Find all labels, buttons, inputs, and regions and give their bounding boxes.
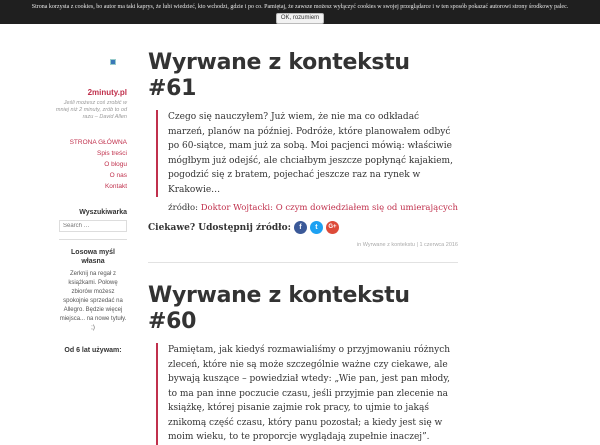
post-title[interactable]: Wyrwane z kontekstu #61 [148,50,410,101]
site-logo[interactable] [52,24,127,78]
post-date[interactable]: 1 czerwca 2016 [419,242,458,248]
facebook-icon[interactable]: f [294,221,307,234]
search-title: Wyszukiwarka [79,209,127,216]
search-input[interactable] [59,220,127,232]
years-using-title: Od 6 lat używam: [64,347,122,354]
main-nav [52,137,127,192]
twitter-icon[interactable]: t [310,221,323,234]
meta-separator: | [416,242,420,248]
post-meta [148,242,458,248]
main-content [148,24,458,445]
nav-item-contact[interactable]: Kontakt [104,183,127,190]
site-name[interactable]: 2minuty.pl [87,88,127,97]
meta-prefix: in [356,242,362,248]
random-thought-text: Zerknij na regał z książkami. Połowę zbiorów możesz spokojnie sprzedać na Allegro. Będzie więcej miejsca... na nowe tytuły. ;) [59,271,127,331]
sidebar [52,24,127,354]
share-label: Ciekawe? Udostępnij źródło: [148,222,291,233]
post [148,24,458,263]
cookie-accept-button[interactable]: OK, rozumiem [276,13,324,24]
post-category-link[interactable]: Wyrwane z kontekstu [362,242,415,248]
sidebar-divider [59,239,127,240]
post-source [148,203,458,213]
post-title[interactable]: Wyrwane z kontekstu #60 [148,283,410,334]
post [148,263,458,445]
google-plus-icon[interactable]: G+ [326,221,339,234]
nav-item-about-blog[interactable]: O blogu [104,161,127,168]
nav-item-toc[interactable]: Spis treści [97,150,127,157]
nav-item-about-us[interactable]: O nas [109,172,127,179]
source-link[interactable]: Doktor Wojtacki: O czym dowiedziałem się od umierających [200,203,458,213]
share-row [148,221,458,234]
source-label: źródło: [168,203,199,213]
post-quote: Czego się nauczyłem? Już wiem, że nie ma co odkładać marzeń, planów na później. Podróże, które planowałem odbyć po 60-siątce, mam już za sobą. Moi pacjenci mówią: właściwie mógłbym już odejść, ale chciałbym jeszcze popłynąć kajakiem, pogodzić się z bratem, pojechać jeszcze raz na rynek w Krakowie… [156,110,458,197]
cookie-bar [0,0,600,24]
site-tagline: Jeśli możesz coś zrobić w mniej niż 2 minuty, zrób to od razu – David Allen [55,100,127,120]
avatar [110,59,116,65]
post-quote: Pamiętam, jak kiedyś rozmawialiśmy o przyjmowaniu różnych zleceń, które nie są może szczególnie ważne czy ciekawe, ale bywają kuszące – powiedział wtedy: „Wie pan, jest pan młody, to ma pan inne poczucie czasu, jeśli przyjmie pan zlecenie na książkę, której pisanie zajmie rok pracy, to ujmie to jakąś znikomą część czasu, który panu pozostał; a kiedy jest się w moim wieku, to te proporcje wyglądają zupełnie inaczej”. [156,343,458,445]
random-thought-title: Losowa myśl własna [71,249,115,265]
nav-item-home[interactable]: STRONA GŁÓWNA [69,139,127,146]
cookie-text: Strona korzysta z cookies, bo autor ma taki kaprys, że lubi wiedzieć, kto wchodzi, gdzie i po co. Pamiętaj, że zawsze możesz wyłączyć cookies w swojej przeglądarce i w ten sposób pokazać autorowi strony środkowy palec. [31,4,569,10]
